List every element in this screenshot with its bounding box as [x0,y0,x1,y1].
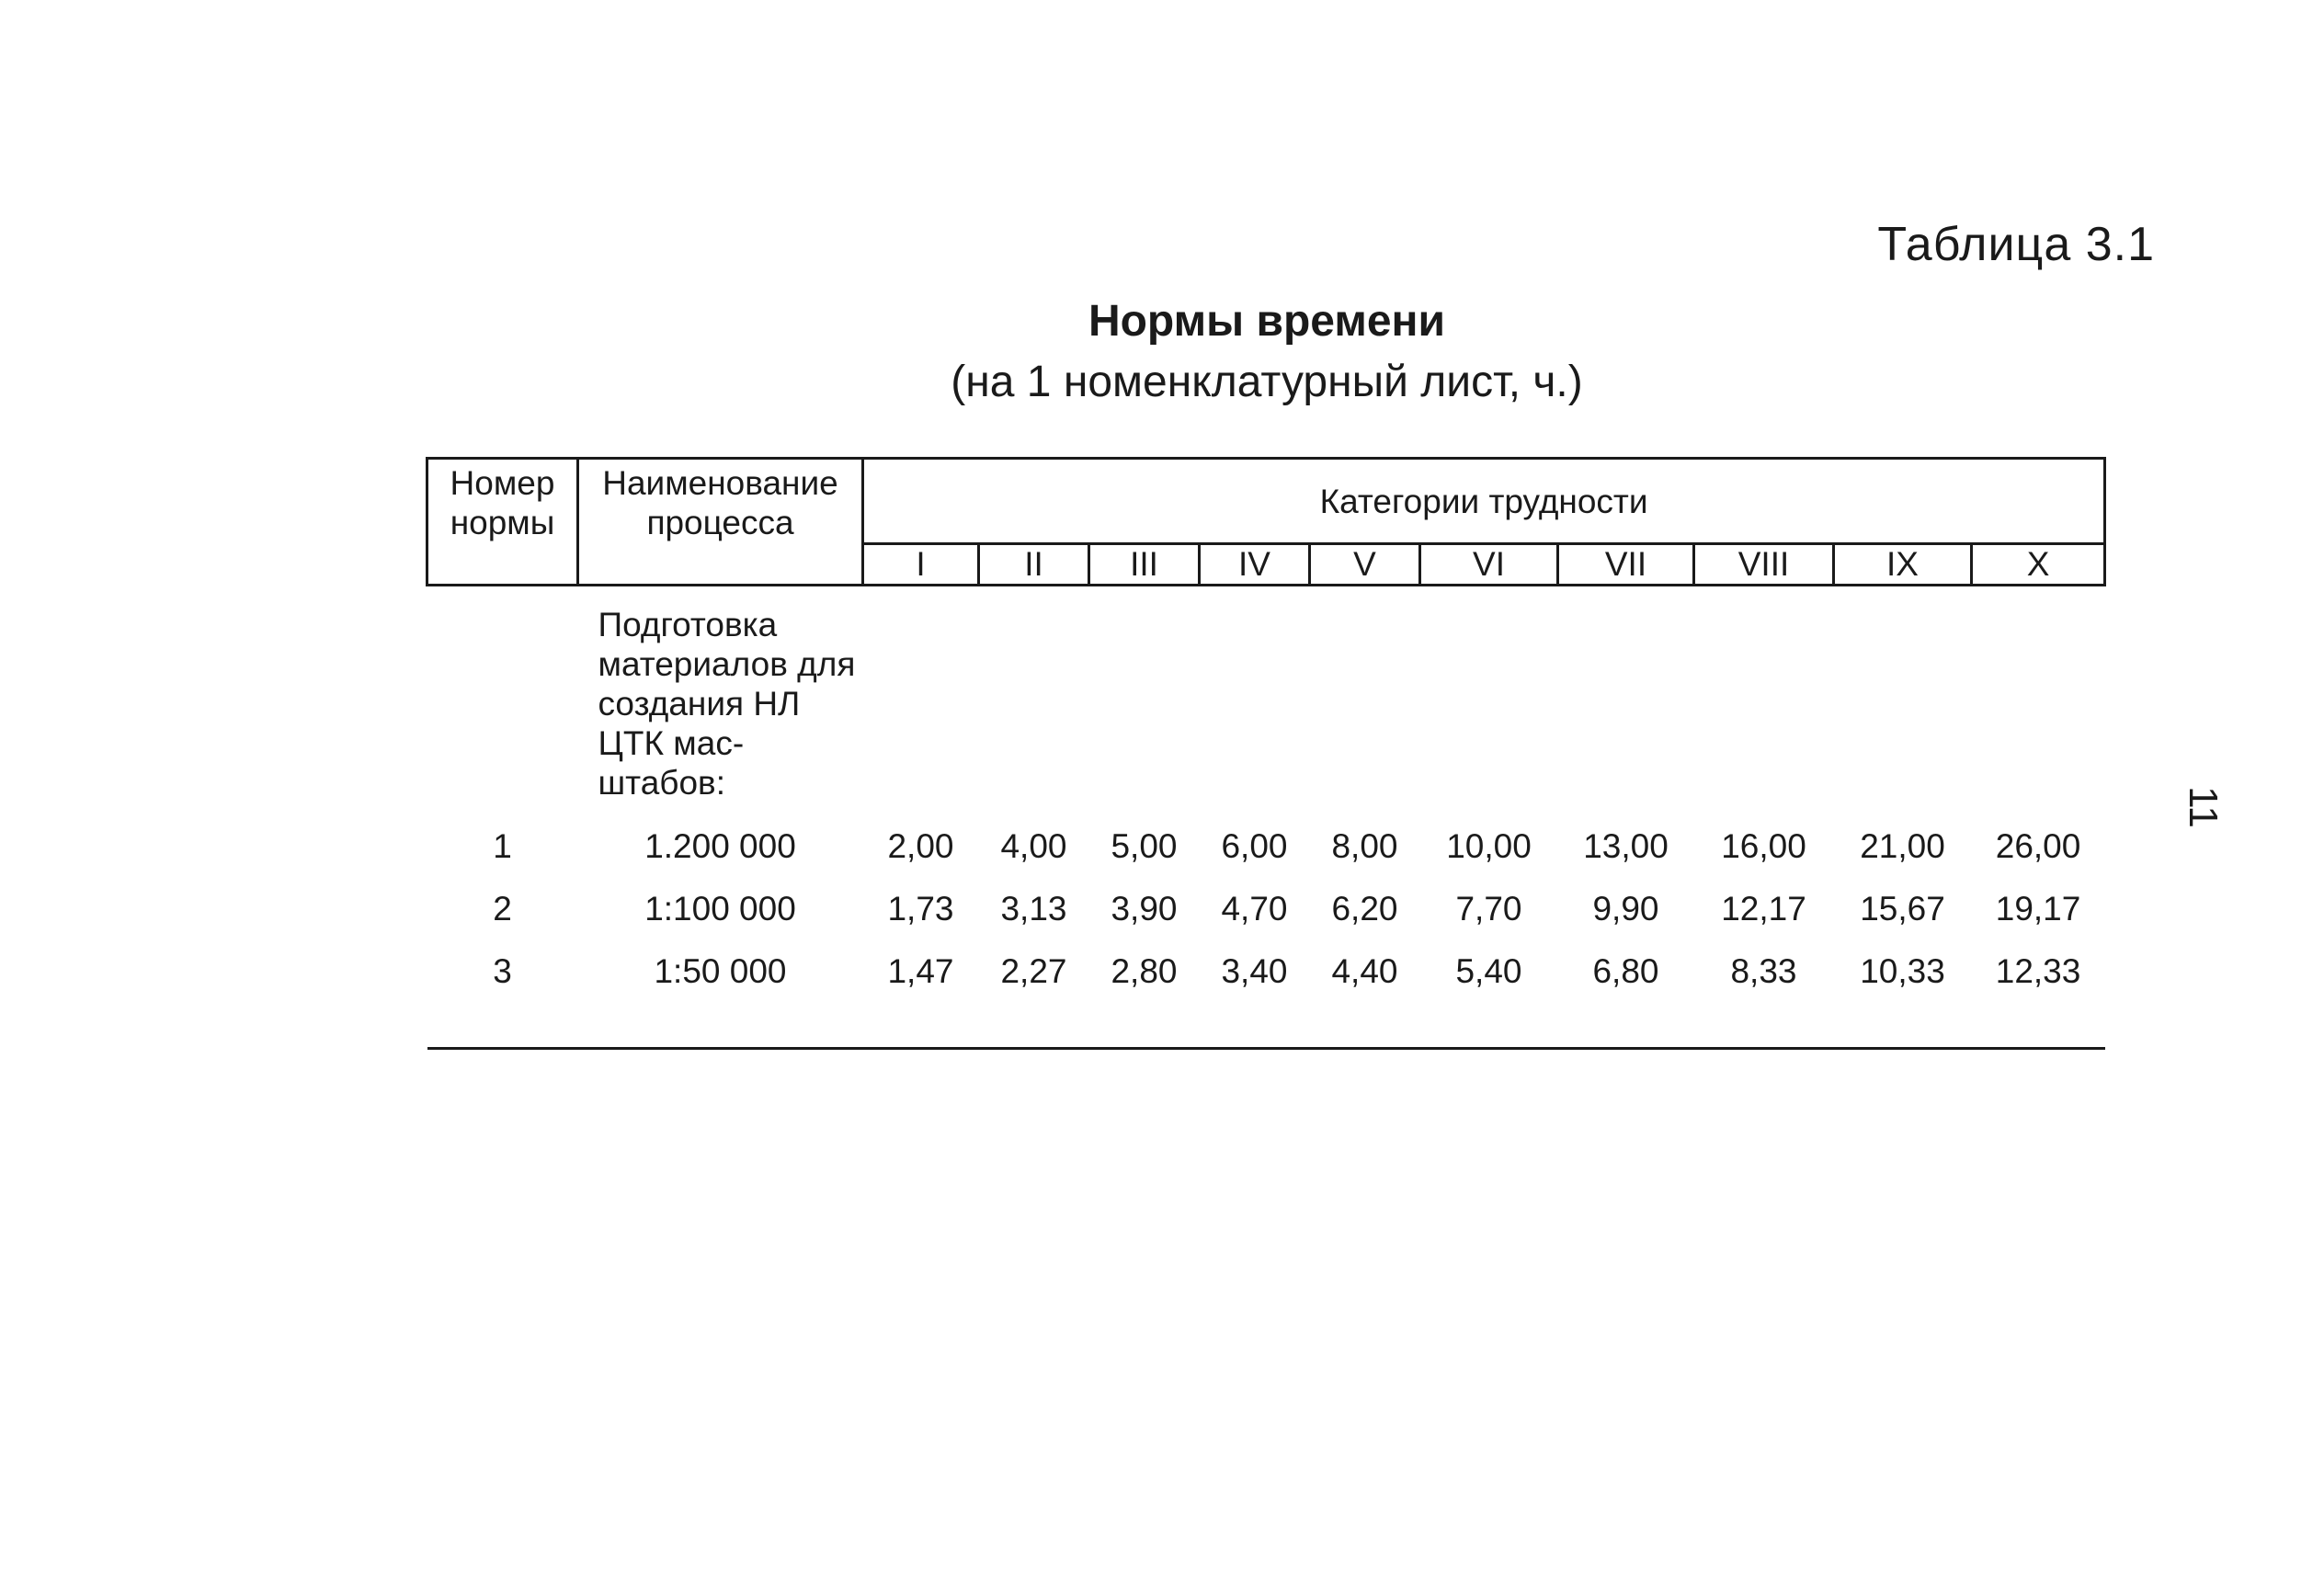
norm-value: 12,33 [1995,952,2081,990]
norms-table [426,457,2106,1050]
norm-value: 13,00 [1583,827,1669,865]
category-header: III [1089,544,1200,586]
norm-value: 10,33 [1860,952,1945,990]
norm-value: 5,00 [1111,827,1178,865]
category-header: IX [1834,544,1972,586]
norm-value: 4,40 [1331,952,1398,990]
header-norm-number: Номер нормы [427,459,578,586]
norm-value: 9,90 [1592,890,1659,928]
norm-value: 8,00 [1331,827,1398,865]
norm-value: 7,70 [1455,890,1522,928]
process-scale: 1:100 000 [644,890,796,928]
norm-value: 10,00 [1446,827,1532,865]
norm-value: 19,17 [1995,890,2081,928]
norm-number: 2 [493,890,512,928]
norm-value: 3,40 [1221,952,1288,990]
norm-value: 4,70 [1221,890,1288,928]
norm-value: 16,00 [1721,827,1806,865]
norm-value: 26,00 [1995,827,2081,865]
category-header: II [979,544,1089,586]
norm-value: 6,00 [1221,827,1288,865]
category-header: X [1972,544,2105,586]
norm-value: 1,73 [887,890,954,928]
norm-value: 2,80 [1111,952,1178,990]
table-row [427,940,2105,1003]
process-scale: 1:50 000 [654,952,787,990]
norm-number: 3 [493,952,512,990]
table-row [427,815,2105,878]
category-header: IV [1200,544,1310,586]
section-number-cell [427,586,578,816]
category-header: VI [1420,544,1558,586]
norm-value: 6,80 [1592,952,1659,990]
header-difficulty-categories: Категории трудности [863,459,2105,544]
norm-value: 12,17 [1721,890,1806,928]
norm-value: 3,90 [1111,890,1178,928]
section-empty-cell [863,586,2105,816]
norm-value: 15,67 [1860,890,1945,928]
norm-value: 21,00 [1860,827,1945,865]
category-header: I [863,544,979,586]
header-process-name: Наименование процесса [578,459,863,586]
norm-value: 6,20 [1331,890,1398,928]
section-title: Подготовка материалов для создания НЛ ЦТК мас-штабов: [598,606,856,802]
norm-value: 1,47 [887,952,954,990]
norm-value: 3,13 [1000,890,1067,928]
category-header: V [1310,544,1420,586]
table-row [427,878,2105,940]
category-header: VII [1558,544,1694,586]
bottom-rule-cell [427,1003,2105,1049]
section-row [427,586,2105,816]
document-subtitle: (на 1 номенклатурный лист, ч.) [951,358,1583,406]
norm-value: 4,00 [1000,827,1067,865]
category-header: VIII [1694,544,1834,586]
norm-value: 2,27 [1000,952,1067,990]
norm-value: 2,00 [887,827,954,865]
process-scale: 1.200 000 [644,827,796,865]
document-title: Нормы времени [1088,297,1446,346]
norm-value: 8,33 [1730,952,1797,990]
page-number: 11 [2181,786,2226,828]
table-bottom-rule [427,1003,2105,1049]
norm-value: 5,40 [1455,952,1522,990]
table-label: Таблица 3.1 [1877,218,2155,271]
norm-number: 1 [493,827,512,865]
